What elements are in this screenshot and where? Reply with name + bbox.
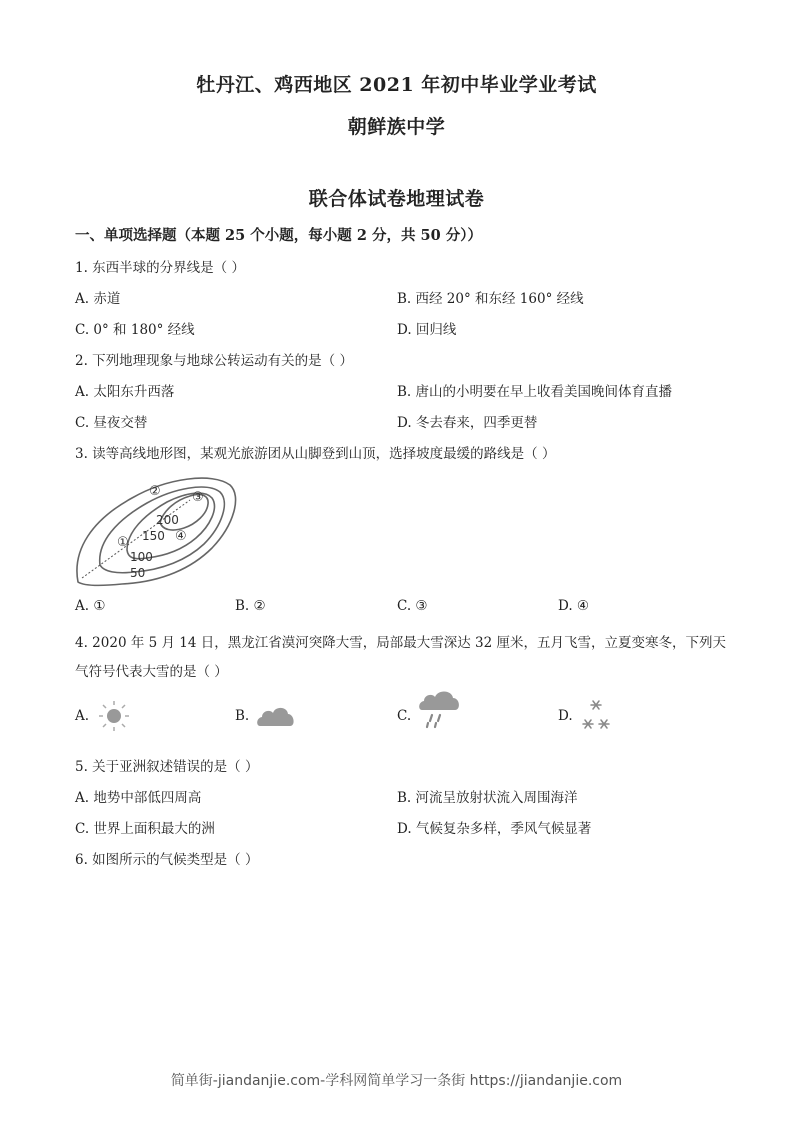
question-5-option-a: A. 地势中部低四周高 <box>75 790 202 806</box>
question-4-option-d: D. <box>558 708 573 724</box>
question-1-option-c: C. 0° 和 180° 经线 <box>75 322 195 338</box>
question-4-stem-line1: 4. 2020 年 5 月 14 日，黑龙江省漠河突降大雪，局部最大雪深达 32 厘米，五月飞雪，立夏变寒冬，下列天 <box>75 635 727 651</box>
page-footer: 简单街-jiandanjie.com-学科网简单学习一条街 https://jiandanjie.com <box>170 1073 623 1089</box>
question-1-option-d: D. 回归线 <box>397 322 457 338</box>
question-3-option-b: B. ② <box>235 598 266 614</box>
point-label-4: ④ <box>175 529 187 544</box>
question-3-option-a: A. ① <box>75 598 106 614</box>
question-4-stem-line2: 气符号代表大雪的是（ ） <box>75 664 228 680</box>
question-1-option-a: A. 赤道 <box>75 291 121 307</box>
question-3-stem: 3. 读等高线地形图，某观光旅游团从山脚登到山顶，选择坡度最缓的路线是（ ） <box>75 446 556 462</box>
question-6-stem: 6. 如图所示的气候类型是（ ） <box>75 852 259 868</box>
elevation-label-200: 200 <box>156 513 179 527</box>
elevation-label-150: 150 <box>142 529 165 543</box>
question-3-option-d: D. ④ <box>558 598 590 614</box>
section-heading: 一、单项选择题（本题 25 个小题，每小题 2 分，共 50 分）） <box>75 227 482 244</box>
question-1-stem: 1. 东西半球的分界线是（ ） <box>75 260 245 276</box>
question-2-option-b: B. 唐山的小明要在早上收看美国晚间体育直播 <box>397 384 673 400</box>
point-label-1: ① <box>117 535 129 550</box>
question-4-option-a: A. <box>75 708 90 724</box>
question-2-option-a: A. 太阳东升西落 <box>75 384 175 400</box>
question-4-option-c: C. <box>397 708 412 724</box>
snow-icon <box>580 698 612 732</box>
question-5-option-b: B. 河流呈放射状流入周围海洋 <box>397 790 578 806</box>
contour-map <box>72 470 242 590</box>
question-2-option-d: D. 冬去春来，四季更替 <box>397 415 538 431</box>
rain-cloud-icon <box>418 688 462 732</box>
question-4-option-b: B. <box>235 708 250 724</box>
elevation-label-50: 50 <box>130 566 146 580</box>
paper-subtitle: 联合体试卷地理试卷 <box>308 188 485 210</box>
question-2-option-c: C. 昼夜交替 <box>75 415 148 431</box>
point-label-3: ③ <box>192 490 204 505</box>
elevation-label-100: 100 <box>130 550 153 564</box>
question-2-stem: 2. 下列地理现象与地球公转运动有关的是（ ） <box>75 353 353 369</box>
school-name: 朝鲜族中学 <box>347 116 446 138</box>
exam-title: 牡丹江、鸡西地区 2021 年初中毕业学业考试 <box>196 74 597 96</box>
cloud-icon <box>256 702 296 728</box>
question-3-option-c: C. ③ <box>397 598 428 614</box>
question-5-option-c: C. 世界上面积最大的洲 <box>75 821 215 837</box>
sun-icon <box>96 700 132 732</box>
question-1-option-b: B. 西经 20° 和东经 160° 经线 <box>397 291 584 307</box>
point-label-2: ② <box>149 484 161 499</box>
question-5-stem: 5. 关于亚洲叙述错误的是（ ） <box>75 759 259 775</box>
question-5-option-d: D. 气候复杂多样，季风气候显著 <box>397 821 592 837</box>
